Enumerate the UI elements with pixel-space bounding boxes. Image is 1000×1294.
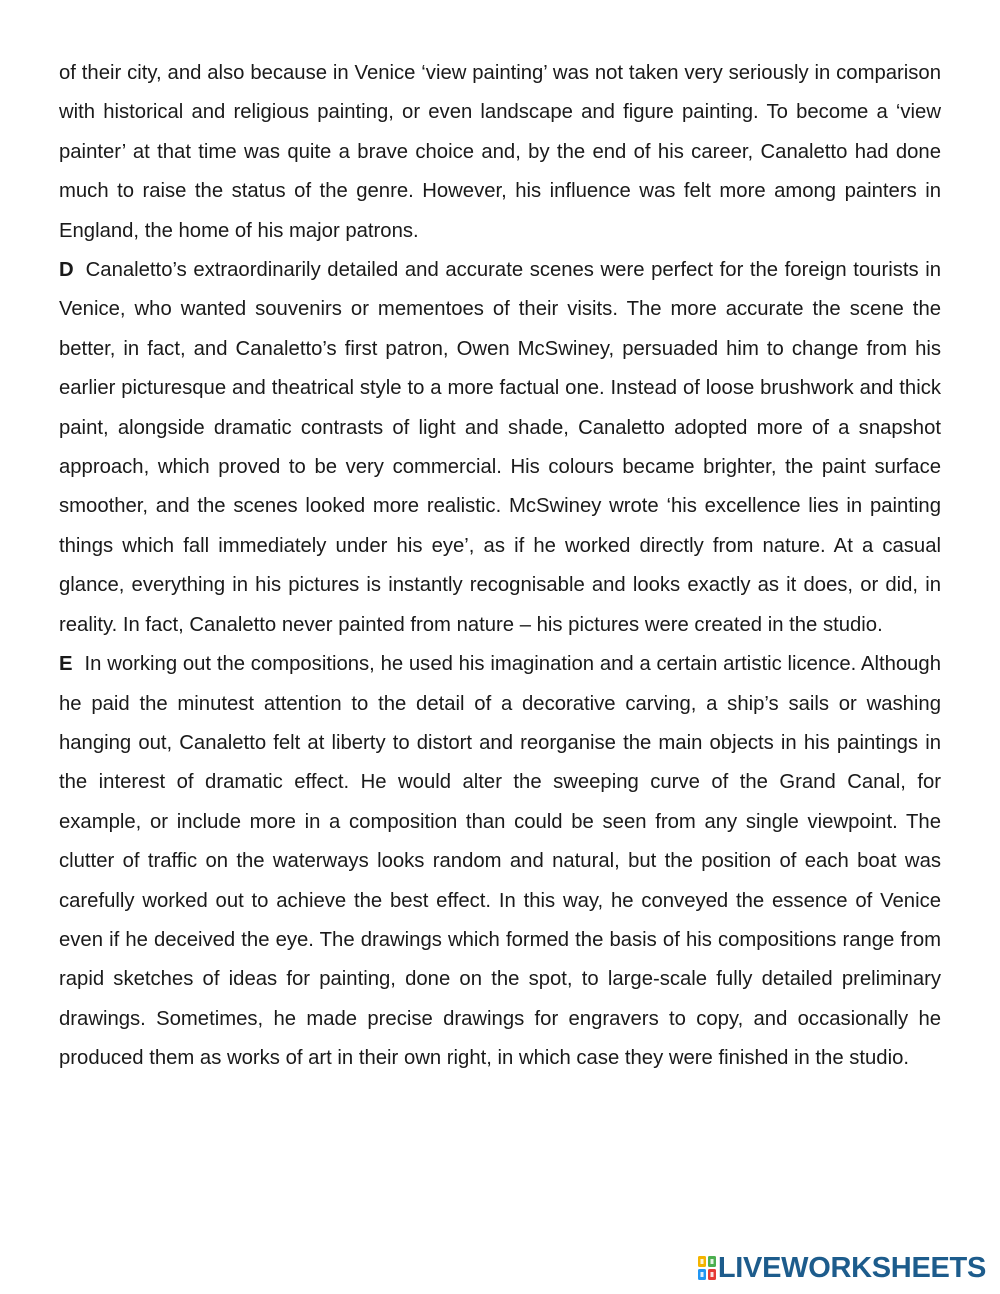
liveworksheets-brand-text: LIVEWORKSHEETS — [717, 1252, 986, 1284]
paragraph-e — [59, 645, 941, 1078]
liveworksheets-logo-icon — [698, 1256, 716, 1280]
paragraph-d-text: Canaletto’s extraordinarily detailed and accurate scenes were perfect for the foreign tourists in Venice, who wanted souvenirs or mementoes of their visits. The more accurate the scene the better, in fact, and Canaletto’s first patron, Owen McSwiney, persuaded him to change from his earlier picturesque and theatrical style to a more factual one. Instead of loose brushwork and thick paint, alongside dramatic contrasts of light and shade, Canaletto adopted more of a snapshot approach, which proved to be very commercial. His colours became brighter, the paint surface smoother, and the scenes looked more realistic. McSwiney wrote ‘his excellence lies in painting things which fall immediately under his eye’, as if he worked directly from nature. At a casual glance, everything in his pictures is instantly recognisable and looks exactly as it does, or did, in reality. In fact, Canaletto never painted from nature – his pictures were created in the studio. — [59, 259, 941, 636]
paragraph-e-label: E — [59, 653, 73, 676]
liveworksheets-brand[interactable] — [698, 1253, 986, 1283]
paragraph-intro: of their city, and also because in Venice ‘view painting’ was not taken very seriously in comparison with historical and religious painting, or even landscape and figure painting. To become a ‘view painter’ at that time was quite a brave choice and, by the end of his career, Canaletto had done much to raise the status of the genre. However, his influence was felt more among painters in England, the home of his major patrons. — [59, 62, 941, 242]
document-body — [59, 54, 941, 1079]
paragraph-d-label: D — [59, 259, 74, 282]
paragraph-d — [59, 251, 941, 645]
paragraph-e-text: In working out the compositions, he used his imagination and a certain artistic licence. Although he paid the minutest attention to the detail of a decorative carving, a ship’s sails or washing hanging out, Canaletto felt at liberty to distort and reorganise the main objects in his paintings in the interest of dramatic effect. He would alter the sweeping curve of the Grand Canal, for example, or include more in a composition than could be seen from any single viewpoint. The clutter of traffic on the waterways looks random and natural, but the position of each boat was carefully worked out to achieve the best effect. In this way, he conveyed the essence of Venice even if he deceived the eye. The drawings which formed the basis of his compositions range from rapid sketches of ideas for painting, done on the spot, to large-scale fully detailed preliminary drawings. Sometimes, he made precise drawings for engravers to copy, and occasionally he produced them as works of art in their own right, in which case they were finished in the studio. — [59, 653, 941, 1070]
